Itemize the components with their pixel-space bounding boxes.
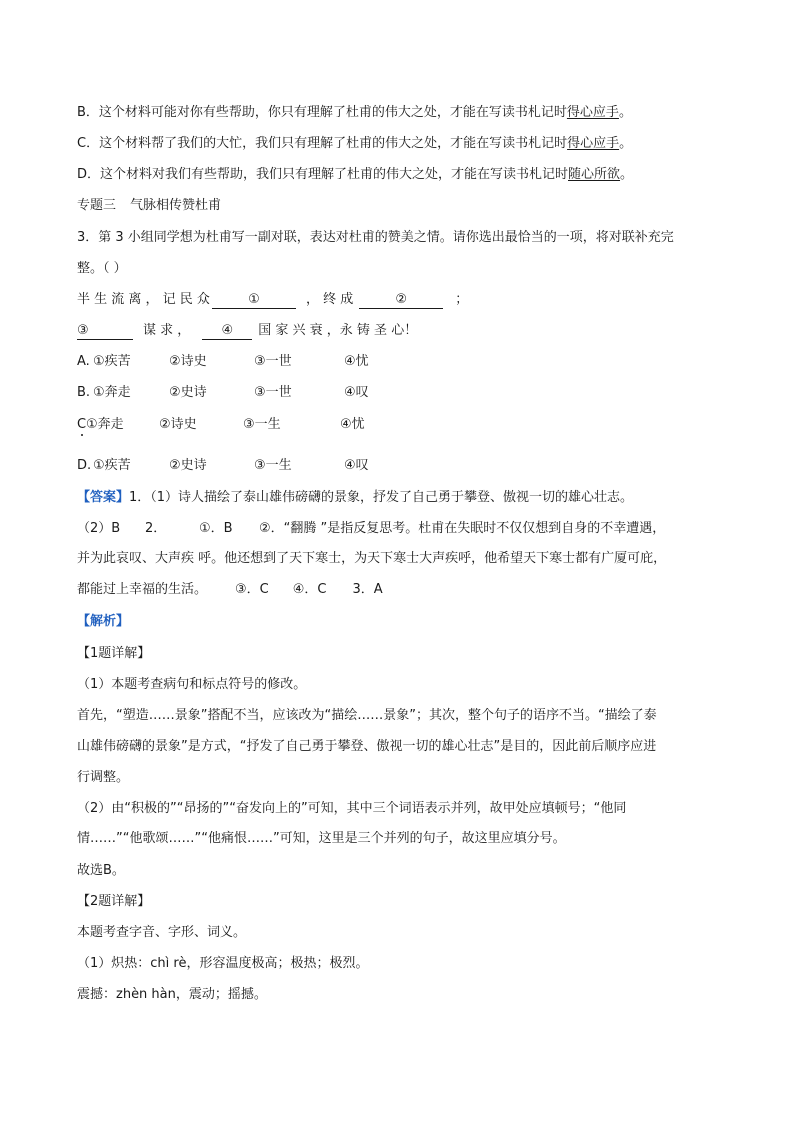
detail-1-paragraph-2-line2: 山雄伟磅礴的景象”是方式，“抒发了自己勇于攀登、傲视一切的雄心壮志”是目的，因此前后顺序应进 <box>77 739 657 754</box>
option-c <box>77 134 632 154</box>
detail-1-conclusion: 故选B。 <box>77 863 125 878</box>
option-d-end: 。 <box>620 167 634 182</box>
choice-option-2: ②史诗 <box>169 458 207 473</box>
detail-1-paragraph-1: （1）本题考查病句和标点符号的修改。 <box>77 677 307 692</box>
answer-line1 <box>77 488 633 508</box>
choice-option-2: ②史诗 <box>169 385 207 400</box>
answer-part: ②．“翻腾 ”是指反复思考。杜甫在失眠时不仅仅想到自身的不幸遭遇， <box>259 521 666 536</box>
option-b-idiom: 得心应手 <box>566 105 619 120</box>
answer-line3: 并为此哀叹、大声疾 呼。他还想到了天下寒士，为天下寒士大声疾呼，他希望天下寒士都有广厦可庇， <box>77 551 667 566</box>
couplet-blank-4: ④ <box>202 323 252 340</box>
couplet-blank-1: ① <box>212 292 296 309</box>
couplet-text-b: ， 终 成 <box>305 292 354 307</box>
choice-c <box>77 415 365 435</box>
detail-2-paragraph-1: 本题考查字音、字形、词义。 <box>77 925 247 940</box>
choice-option-2: ②诗史 <box>169 354 207 369</box>
option-d-idiom: 随心所欲 <box>568 167 621 182</box>
choice-label: B. <box>77 385 91 400</box>
choice-label: C <box>77 417 87 432</box>
choice-option-1: ①奔走 <box>93 385 131 400</box>
answer-line4 <box>77 580 383 600</box>
choice-option-1: ①奔走 <box>86 417 124 432</box>
choice-d <box>77 456 369 476</box>
answer-part: （2）B <box>77 521 121 536</box>
answer-part: ③．C <box>235 582 269 597</box>
detail-2-paragraph-3: 震撼：zhèn hàn，震动；摇撼。 <box>77 987 267 1002</box>
couplet-blank-3: ③ <box>77 323 133 340</box>
option-b <box>77 103 632 123</box>
detail-1-paragraph-3-line2: 情……”“他歌颂……”“他痛恨……”可知，这里是三个并列的句子，故这里应填分号。 <box>77 831 566 846</box>
couplet-line1 <box>77 290 468 310</box>
option-c-idiom: 得心应手 <box>567 136 620 151</box>
detail-1-title: 【1题详解】 <box>77 646 151 661</box>
answer-part: 都能过上幸福的生活。 <box>77 582 208 597</box>
choice-option-1: ①疾苦 <box>93 458 131 473</box>
choice-label: D. <box>77 458 92 473</box>
couplet-blank-2: ② <box>359 292 443 309</box>
choice-option-4: ④叹 <box>344 458 369 473</box>
answer-line2 <box>77 519 665 539</box>
answer-part: ④．C <box>292 582 327 597</box>
detail-1-paragraph-2-line1: 首先，“塑造……景象”搭配不当，应该改为“描绘……景象”；其次，整个句子的语序不当。“描绘了泰 <box>77 708 657 723</box>
couplet-text-d: 谋 求 ， <box>143 323 191 338</box>
choice-label: A. <box>77 354 90 369</box>
choice-option-3: ③一世 <box>254 354 292 369</box>
choice-option-4: ④忧 <box>340 417 365 432</box>
choice-option-3: ③一生 <box>243 417 281 432</box>
couplet-text-e: 国 家 兴 衰 ，永 铸 圣 心！ <box>258 323 418 338</box>
question-3-line2: 整。（ ） <box>77 261 127 276</box>
answer-text: 1．（1）诗人描绘了泰山雄伟磅礴的景象，抒发了自己勇于攀登、傲视一切的雄心壮志。 <box>129 490 634 505</box>
topic-label: 专题三 <box>77 198 117 213</box>
topic-title: 气脉相传赞杜甫 <box>130 198 222 213</box>
detail-2-paragraph-2: （1）炽热：chì rè，形容温度极高；极热；极烈。 <box>77 956 369 971</box>
choice-option-3: ③一生 <box>254 458 292 473</box>
couplet-line2 <box>77 321 417 341</box>
option-b-text: B．这个材料可能对你有些帮助，你只有理解了杜甫的伟大之处，才能在写读书札记时 <box>77 105 567 120</box>
option-d <box>77 165 633 185</box>
detail-1-paragraph-3-line1: （2）由“积极的”“昂扬的”“奋发向上的”可知，其中三个词语表示并列，故甲处应填顿号；“他同 <box>77 801 627 816</box>
choice-a <box>77 352 369 372</box>
choice-option-3: ③一世 <box>254 385 292 400</box>
option-d-text: D．这个材料对我们有些帮助，我们只有理解了杜甫的伟大之处，才能在写读书札记时 <box>77 167 569 182</box>
couplet-text-c: ； <box>455 292 469 307</box>
couplet-text-a: 半 生 流 离 ， 记 民 众 <box>77 292 210 307</box>
choice-option-1: ①疾苦 <box>93 354 131 369</box>
choice-b <box>77 383 369 403</box>
option-c-text: C．这个材料帮了我们的大忙，我们只有理解了杜甫的伟大之处，才能在写读书札记时 <box>77 136 568 151</box>
detail-1-paragraph-2-line3: 行调整。 <box>77 770 130 785</box>
option-b-end: 。 <box>618 105 632 120</box>
analysis-tag: 【解析】 <box>77 614 130 629</box>
answer-part: 3．A <box>352 582 383 597</box>
detail-2-title: 【2题详解】 <box>77 894 151 909</box>
answer-tag: 【答案】 <box>77 490 130 505</box>
answer-part: ①．B <box>199 521 233 536</box>
topic-heading <box>77 196 221 216</box>
answer-part: 2． <box>145 521 167 536</box>
emphasis-dot <box>81 434 83 436</box>
option-c-end: 。 <box>619 136 633 151</box>
choice-option-4: ④叹 <box>344 385 369 400</box>
question-3-line1: 3．第 3 小组同学想为杜甫写一副对联，表达对杜甫的赞美之情。请你选出最恰当的一项，将对联补充完 <box>77 230 674 245</box>
choice-option-4: ④忧 <box>344 354 369 369</box>
choice-option-2: ②诗史 <box>159 417 197 432</box>
